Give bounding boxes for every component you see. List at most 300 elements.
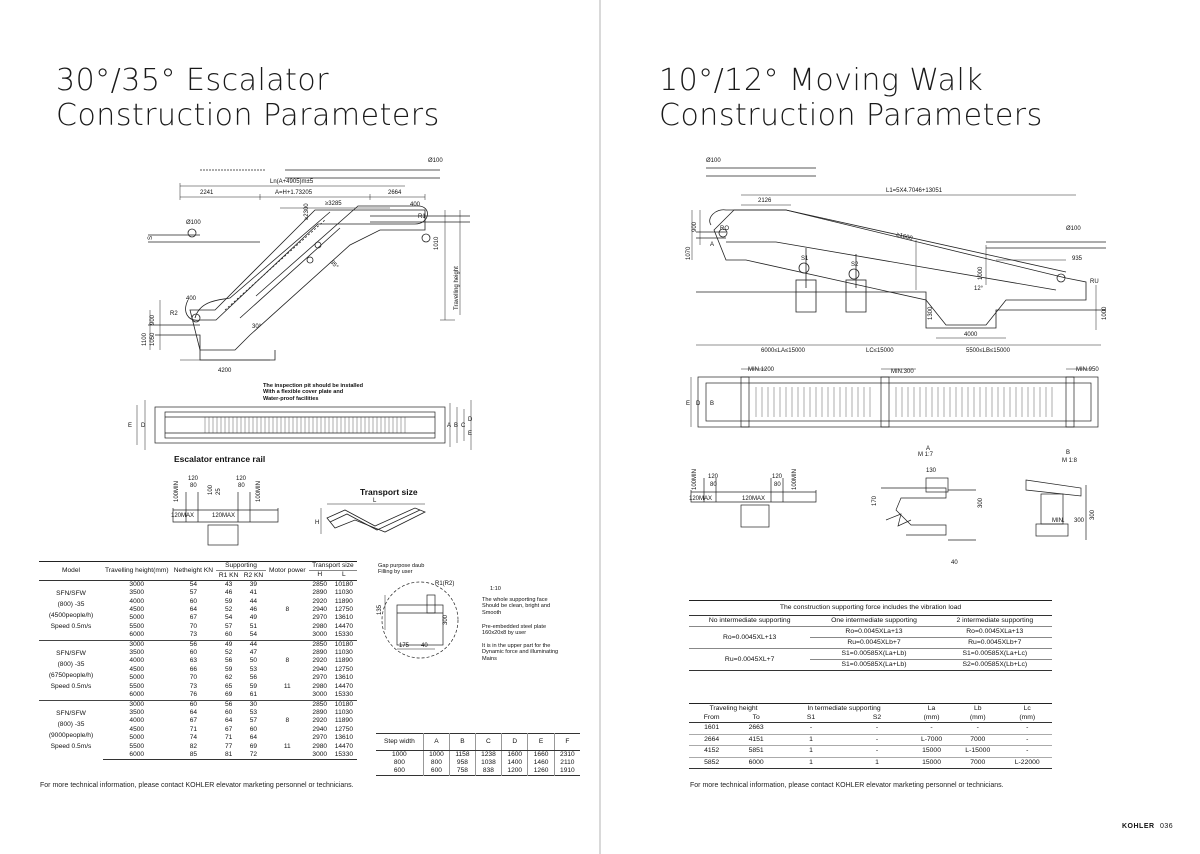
dim-label: 300: [1090, 509, 1096, 520]
dim-label: 100: [208, 484, 214, 495]
escalator-parameters-table: [39, 561, 357, 760]
table-cell: 2940: [312, 606, 328, 614]
entrance-rail-title: Escalator entrance rail: [174, 454, 266, 464]
table-cell: 57: [224, 622, 233, 630]
table-cell: 54: [249, 631, 258, 639]
model-line: SFN/SFW: [56, 590, 86, 598]
table-cell: 14470: [334, 742, 354, 750]
model-line: SFN/SFW: [56, 710, 86, 718]
table-cell: 73: [189, 631, 198, 639]
face-note: The whole supporting face Should be clean, bright and Smooth: [482, 597, 551, 616]
gap-note: Gap purpose daub Filling by user: [378, 563, 425, 576]
table-cell: [266, 598, 309, 606]
table-cell: 800: [393, 759, 405, 766]
table-cell: -: [844, 746, 910, 758]
table-cell: 2664: [689, 734, 734, 746]
table-cell: 2663: [734, 723, 778, 735]
table-cell: 56: [249, 674, 258, 682]
dim-label: 300: [1074, 518, 1085, 524]
table-cell: 15330: [334, 631, 354, 639]
table-cell: 2970: [312, 674, 328, 682]
col-header: E: [528, 734, 554, 751]
table-row: [39, 640, 357, 649]
title-line-2: Construction Parameters: [659, 98, 1043, 133]
col-header: In termediate supporting: [807, 705, 881, 712]
table-cell: 81: [216, 751, 241, 760]
table-cell: 64: [249, 734, 258, 742]
dim-label: 100MIN: [174, 480, 180, 502]
dim-label: S1: [801, 256, 809, 262]
table-cell: -: [778, 723, 844, 735]
model-line: Speed 0.5m/s: [50, 623, 92, 631]
table-cell: 2850: [309, 700, 331, 709]
table-cell: 838: [475, 767, 501, 776]
table-cell: 1000: [392, 751, 407, 758]
table-cell: 70: [189, 674, 198, 682]
table-cell: 77: [224, 742, 233, 750]
table-cell: 59: [224, 597, 233, 605]
dim-label: 100MIN: [792, 468, 798, 490]
table-cell: 60: [189, 649, 198, 657]
dim-label: D: [141, 423, 146, 429]
table-cell: 5852: [689, 757, 734, 769]
dim-label: 6000≤LA≤15000: [761, 348, 805, 354]
table-cell: S1=0.00585X(La+Lc): [938, 649, 1052, 660]
table-cell: 61: [249, 691, 258, 699]
dim-label: Ø100: [186, 220, 201, 226]
table-cell: [266, 700, 309, 709]
table-cell: 1: [778, 746, 844, 758]
table-cell: 4500: [129, 725, 145, 733]
table-cell: S1=0.00585X(La+Lb): [810, 660, 937, 671]
dim-label: 120: [188, 476, 199, 482]
dim-label: 120MAX: [171, 513, 195, 519]
col-header: R2 KN: [241, 571, 266, 580]
footer-brand: [1122, 823, 1173, 830]
dim-label: S: [148, 235, 154, 240]
dim-label: B: [710, 401, 715, 407]
table-cell: 11890: [334, 597, 353, 605]
moving-walk-detail-diagrams: [686, 446, 1116, 575]
col-header: Model: [39, 562, 103, 581]
dim-label: 1010: [434, 236, 440, 250]
table-row: [39, 700, 357, 709]
table-cell: 66: [189, 665, 198, 673]
footer-note: For more technical information, please contact KOHLER elevator marketing personnel or technicians.: [690, 782, 1004, 789]
table-cell: 13610: [334, 674, 354, 682]
table-cell: 10180: [331, 640, 357, 649]
table-cell: 62: [224, 674, 233, 682]
table-cell: 64: [189, 606, 198, 614]
col-header: (mm): [910, 713, 953, 723]
table-cell: 11890: [334, 717, 353, 725]
col-header: No intermediate supporting: [689, 616, 810, 627]
table-cell: 85: [171, 751, 217, 760]
table-cell: 2890: [312, 589, 328, 597]
table-cell: 70: [189, 622, 198, 630]
table-cell: 11: [283, 742, 291, 750]
dim-label: 300: [978, 497, 984, 508]
supporting-force-table: [689, 600, 1052, 671]
model-line: (800) -35: [57, 661, 85, 669]
table-cell: Ru=0.0045XLb+7: [938, 638, 1052, 649]
col-header: Motor power: [266, 562, 309, 581]
left-page: [0, 0, 599, 854]
table-cell: Ro=0.0045XLa+13: [810, 627, 937, 638]
dim-label: 1000: [1102, 306, 1108, 320]
dim-label: 30°: [252, 324, 262, 330]
table-cell: 11030: [334, 649, 353, 657]
table-row: [689, 757, 1052, 769]
table-cell: 15000: [910, 746, 953, 758]
table-cell: 1400: [502, 759, 528, 767]
table-cell: 1038: [475, 759, 501, 767]
table-cell: L-7000: [910, 734, 953, 746]
dim-label: E: [468, 431, 473, 437]
scale-label: 1:10: [490, 586, 501, 592]
table-cell: 10180: [331, 700, 357, 709]
step-width-table: [376, 733, 580, 776]
dim-label: 5500≤LB≤15000: [966, 348, 1010, 354]
table-cell: 2980: [312, 622, 328, 630]
col-header: H: [309, 571, 331, 580]
table-cell: 3000: [312, 691, 328, 699]
table-cell: 4000: [129, 717, 145, 725]
dim-label: 1070: [686, 246, 692, 260]
model-line: SFN/SFW: [56, 650, 86, 658]
table-cell: 3000: [103, 700, 171, 709]
table-cell: 57: [189, 589, 198, 597]
table-cell: [266, 589, 309, 597]
table-cell: 1910: [554, 767, 580, 776]
table-cell: 5851: [734, 746, 778, 758]
dim-label: 12°: [974, 286, 984, 292]
table-row: [689, 723, 1052, 735]
dim-label: Ø100: [706, 158, 721, 164]
col-header: Lb: [973, 705, 982, 712]
dim-label: LC≤15000: [866, 348, 894, 354]
dim-label: 120MAX: [212, 513, 236, 519]
inspection-pit-note: The inspection pit should be installed With a flexible cover plate and Water-proof facilities: [263, 383, 364, 402]
table-cell: 14470: [334, 622, 354, 630]
col-header: (mm): [1003, 713, 1053, 723]
table-cell: 1460: [528, 759, 554, 767]
col-header: Travelling height(mm): [103, 562, 171, 581]
table-cell: 10180: [331, 580, 357, 589]
table-header-row: [376, 734, 580, 751]
table-cell: Ru=0.0045XL+7: [689, 649, 810, 671]
table-cell: 12750: [334, 606, 354, 614]
transport-size-diagram: [315, 498, 435, 540]
table-cell: 2940: [312, 725, 328, 733]
table-cell: 63: [189, 657, 198, 665]
table-cell: 11030: [334, 589, 353, 597]
table-cell: 5500: [129, 682, 145, 690]
page-title: [659, 63, 1043, 133]
table-row: [689, 734, 1052, 746]
dim-label: 1050: [150, 332, 156, 346]
dim-label: E: [686, 401, 691, 407]
dim-label: 2126: [758, 198, 772, 204]
table-cell: 4500: [129, 665, 145, 673]
table-row: [376, 751, 580, 760]
table-cell: 39: [241, 580, 266, 589]
model-line: (800) -35: [57, 601, 85, 609]
plate-note: Pre-embedded steel plate 160x20x8 by user: [482, 624, 547, 637]
table-cell: 60: [189, 597, 198, 605]
moving-walk-plan-diagram: [686, 365, 1116, 450]
upper-note: It is in the upper part for the Dynamic force and illuminating Mains: [482, 643, 559, 662]
table-cell: 4151: [734, 734, 778, 746]
table-cell: 53: [249, 708, 258, 716]
table-cell: 64: [224, 717, 233, 725]
table-cell: 73: [189, 682, 198, 690]
table-cell: 2970: [312, 734, 328, 742]
col-header: R1 KN: [216, 571, 241, 580]
table-cell: 3500: [129, 649, 145, 657]
dim-label: D: [468, 417, 473, 423]
table-cell: Ru=0.0045XLb+7: [810, 638, 937, 649]
table-cell: 1260: [528, 767, 554, 776]
table-cell: 3000: [103, 640, 171, 649]
dim-label: 35°: [328, 259, 339, 271]
table-cell: -: [953, 723, 1002, 735]
table-cell: 12750: [334, 665, 354, 673]
model-line: (6750people/h): [48, 672, 94, 680]
model-line: Speed 0.5m/s: [50, 683, 92, 691]
col-header: To: [734, 713, 778, 723]
table-cell: 11: [283, 682, 291, 690]
table-cell: 76: [189, 691, 198, 699]
table-cell: 4500: [129, 606, 145, 614]
table-cell: 56: [216, 700, 241, 709]
dim-label: 900: [692, 221, 698, 232]
table-row: [376, 759, 580, 767]
table-cell: -: [910, 723, 953, 735]
table-cell: 46: [224, 589, 233, 597]
table-cell: 44: [249, 597, 258, 605]
table-cell: 72: [241, 751, 266, 760]
table-cell: 82: [189, 742, 198, 750]
table-cell: 47: [249, 649, 258, 657]
table-row: [376, 767, 580, 776]
dim-label: 130: [926, 468, 937, 474]
table-cell: 54: [224, 614, 233, 622]
table-cell: 3500: [129, 708, 145, 716]
table-cell: -: [1003, 723, 1053, 735]
table-cell: L-15000: [953, 746, 1002, 758]
table-cell: 5000: [129, 614, 145, 622]
table-cell: [266, 640, 309, 649]
dim-label: A: [926, 446, 931, 452]
table-cell: 8: [285, 606, 290, 614]
table-cell: 600: [423, 767, 449, 776]
table-cell: 69: [224, 691, 233, 699]
support-detail-diagram: [375, 575, 455, 665]
table-cell: 4152: [689, 746, 734, 758]
table-cell: 2850: [309, 640, 331, 649]
table-cell: 52: [224, 606, 233, 614]
table-cell: 3000: [103, 580, 171, 589]
dim-label: 80: [774, 482, 781, 488]
table-cell: [266, 674, 309, 682]
table-cell: 1: [844, 757, 910, 769]
table-cell: 67: [189, 614, 198, 622]
dim-label: A: [447, 423, 452, 429]
table-cell: 2920: [312, 717, 328, 725]
table-cell: [266, 623, 309, 631]
table-cell: -: [1003, 746, 1053, 758]
table-cell: 30: [241, 700, 266, 709]
page-number: 036: [1160, 823, 1174, 830]
moving-walk-elevation-diagram: [686, 150, 1116, 355]
table-cell: 2940: [312, 665, 328, 673]
table-cell: 59: [249, 682, 258, 690]
dim-label: R1: [418, 214, 426, 220]
dim-label: 2664: [388, 190, 402, 196]
dim-label: Ø100: [428, 158, 443, 164]
col-header: One intermediate supporting: [810, 616, 937, 627]
model-line: (800) -35: [57, 721, 85, 729]
table-cell: 5500: [129, 742, 145, 750]
table-cell: 3000: [312, 631, 328, 639]
model-line: Speed 0.5m/s: [50, 743, 92, 751]
table-cell: 4000: [129, 657, 145, 665]
table-cell: 958: [450, 759, 476, 767]
dim-label: R1(R2): [435, 581, 455, 587]
dim-label: 120: [772, 474, 783, 480]
escalator-plan-diagram: [125, 395, 475, 460]
table-cell: S1=0.00585X(La+Lb): [810, 649, 937, 660]
dim-label: 1100: [142, 333, 148, 346]
table-cell: 46: [249, 606, 258, 614]
table-cell: 2970: [312, 614, 328, 622]
table-cell: 1200: [502, 767, 528, 776]
table-cell: 7000: [953, 757, 1002, 769]
table-cell: 2850: [309, 580, 331, 589]
table-cell: 60: [249, 725, 258, 733]
col-header: S2: [844, 713, 910, 723]
table-cell: 2890: [312, 649, 328, 657]
table-cell: 6000: [734, 757, 778, 769]
dim-label: 300: [443, 614, 449, 625]
table-cell: 1000: [423, 751, 449, 760]
dim-label: 400: [410, 202, 421, 208]
table-cell: 51: [249, 622, 258, 630]
dim-label: 100MIN: [256, 480, 262, 502]
dim-label: 80: [710, 482, 717, 488]
col-header: Traveling height: [709, 705, 758, 712]
dim-label: MIN.300: [891, 369, 914, 375]
col-header: 2 intermediate supporting: [938, 616, 1052, 627]
dim-label: 4200: [218, 368, 232, 374]
dim-label: H: [315, 520, 320, 526]
col-header: Supporting: [216, 562, 266, 571]
title-line-1: 10°/12° Moving Walk: [659, 63, 984, 98]
table-cell: 1: [778, 757, 844, 769]
table-cell: 65: [224, 682, 233, 690]
dim-label: ≥2300: [304, 203, 310, 220]
table-cell: 1600: [502, 751, 528, 760]
dim-label: 100MIN: [692, 468, 698, 490]
dim-label: L1=5X4.7046+13051: [886, 188, 943, 194]
table-cell: 1: [778, 734, 844, 746]
table-cell: 14470: [334, 682, 354, 690]
model-line: (4500people/h): [48, 612, 94, 620]
table-cell: 2920: [312, 657, 328, 665]
table-cell: [266, 726, 309, 734]
dim-label: R2: [170, 311, 178, 317]
table-row: [689, 746, 1052, 758]
table-cell: 2920: [312, 597, 328, 605]
dim-label: D: [696, 401, 701, 407]
dim-label: L: [373, 498, 377, 504]
table-row: [39, 580, 357, 589]
traveling-height-table: [689, 703, 1052, 769]
col-header: C: [475, 734, 501, 751]
dim-label: 40: [421, 643, 428, 649]
model-line: (9000people/h): [48, 732, 94, 740]
table-cell: 60: [224, 631, 233, 639]
table-cell: 56: [171, 640, 217, 649]
dim-label: 1300: [928, 306, 934, 320]
table-cell: 800: [423, 759, 449, 767]
dim-label: 120MAX: [689, 496, 713, 502]
dim-label: 120MAX: [742, 496, 766, 502]
dim-label: 1000: [978, 266, 984, 280]
table-cell: 2890: [312, 708, 328, 716]
table-cell: 59: [224, 665, 233, 673]
table-cell: 11890: [334, 657, 353, 665]
dim-label: E: [128, 423, 133, 429]
table-cell: 50: [249, 657, 258, 665]
brand-logo: KOHLER: [1122, 823, 1155, 830]
dim-label: 900: [150, 314, 156, 325]
transport-size-title: Transport size: [360, 487, 418, 497]
table-cell: 7000: [953, 734, 1002, 746]
dim-label: Ø100: [1066, 226, 1081, 232]
table-cell: [266, 649, 309, 657]
table-cell: -: [844, 734, 910, 746]
table-cell: 6000: [129, 631, 145, 639]
table-cell: [266, 631, 309, 640]
dim-label: 120: [236, 476, 247, 482]
dim-label: MIN.1200: [748, 367, 775, 373]
table-cell: 44: [241, 640, 266, 649]
table-cell: 600: [393, 767, 405, 774]
col-header: Netheight KN: [171, 562, 217, 581]
table-cell: 71: [189, 725, 198, 733]
table-cell: [266, 580, 309, 589]
table-cell: 57: [249, 717, 258, 725]
entrance-rail-detail: [168, 470, 283, 550]
table-cell: 74: [189, 734, 198, 742]
table-cell: 49: [249, 614, 258, 622]
col-header: Step width: [376, 734, 423, 751]
table-cell: 15330: [334, 691, 354, 699]
dim-label: RU: [1090, 279, 1099, 285]
dim-label: C: [461, 423, 466, 429]
dim-label: 400: [186, 296, 197, 302]
table-cell: 56: [224, 657, 233, 665]
escalator-elevation-diagram: [140, 150, 480, 375]
col-header: (mm): [953, 713, 1002, 723]
table-cell: -: [1003, 734, 1053, 746]
col-header: B: [450, 734, 476, 751]
table-caption: The construction supporting force includes the vibration load: [689, 601, 1052, 616]
table-cell: 71: [224, 734, 233, 742]
table-cell: 3000: [309, 751, 331, 760]
